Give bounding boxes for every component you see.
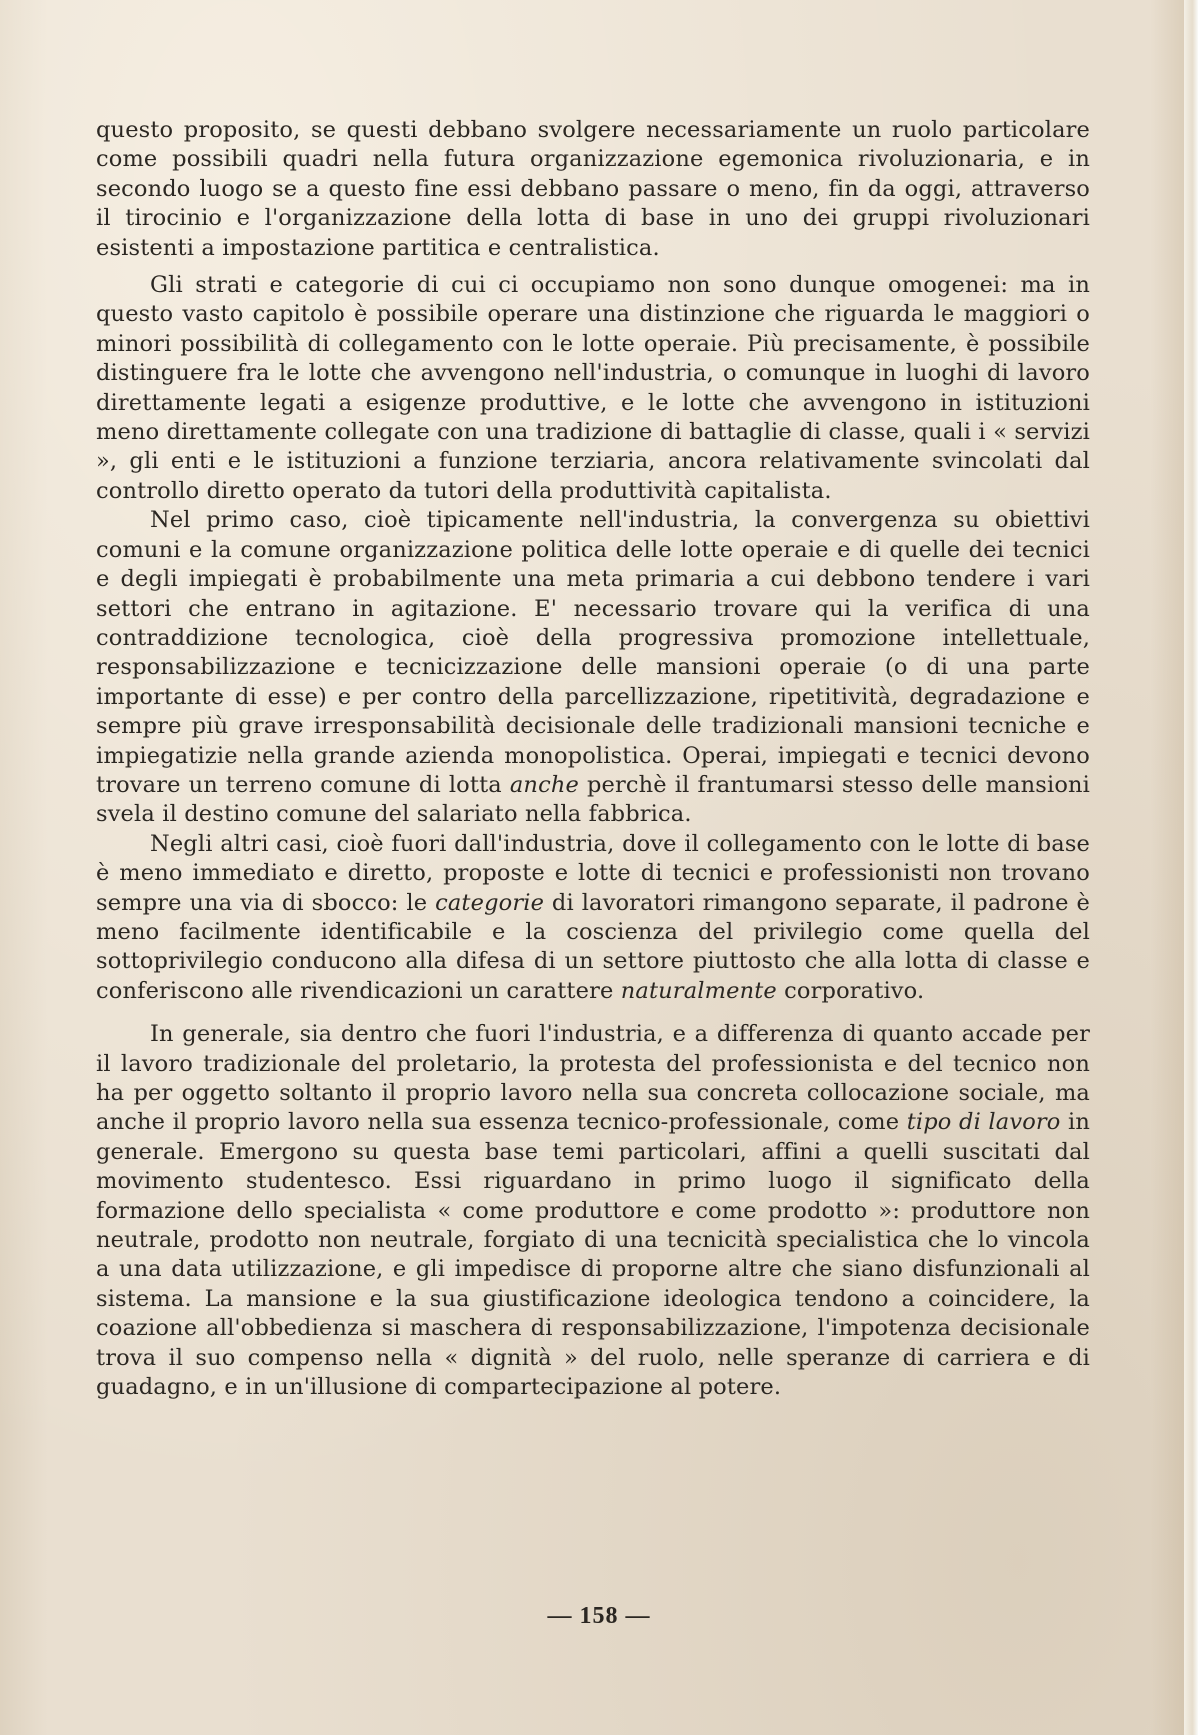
body-text — [96, 116, 1090, 1402]
paragraph-4 — [96, 830, 1090, 1006]
paragraph-2 — [96, 271, 1090, 506]
paragraph-4-italic-b: naturalmente — [620, 977, 777, 1004]
paragraph-4-italic-a: categorie — [435, 889, 545, 916]
page-edge — [1184, 0, 1198, 1735]
paragraph-1-text: questo proposito, se questi debbano svolgere necessariamente un ruolo particolare come possibili quadri nella futura organizzazione egemonica rivoluzionaria, e in secondo luogo se a questo fine essi debbano passare o meno, fin da oggi, attraverso il tirocinio e l'organizzazione della lotta di base in uno dei gruppi rivoluzionari esistenti a impostazione partitica e centralistica. — [96, 117, 1090, 261]
page-number: — 158 — — [547, 1603, 651, 1629]
paragraph-4-text-c: corporativo. — [776, 977, 925, 1004]
paragraph-5-italic: tipo di lavoro — [906, 1109, 1061, 1136]
paragraph-2-text: Gli strati e categorie di cui ci occupiamo non sono dunque omogenei: ma in questo vasto capitolo è possibile operare una distinzione che riguarda le maggiori o minori possibilità di collegamento con le lotte operaie. Più precisamente, è possibile distinguere fra le lotte che avvengono nell'industria, o comunque in luoghi di lavoro direttamente legati a esigenze produttive, e le lotte che avvengono in istituzioni meno direttamente collegate con una tradizione di battaglie di classe, quali i « servizi », gli enti e le istituzioni a funzione terziaria, ancora relativamente svincolati dal controllo diretto operato da tutori della produttività capitalista. — [96, 272, 1090, 504]
paragraph-4-text-b: di lavoratori rimangono separate, il padrone è meno facilmente identificabile e la coscienza del privilegio come quella del sottoprivilegio conducono alla difesa di un settore piuttosto che alla lotta di classe e conferiscono alle rivendicazioni un carattere — [96, 889, 1090, 1004]
paragraph-3 — [96, 506, 1090, 829]
paragraph-4-text-a: Negli altri casi, cioè fuori dall'industria, dove il collegamento con le lotte di base è meno immediato e diretto, proposte e lotte di tecnici e professionisti non trovano sempre una via di sbocco: le — [96, 830, 1090, 916]
paragraph-3-italic: anche — [509, 771, 579, 798]
paragraph-3-text-a: Nel primo caso, cioè tipicamente nell'industria, la convergenza su obiettivi comuni e la comune organizzazione politica delle lotte operaie e di quelle dei tecnici e degli impiegati è probabilmente una meta primaria a cui debbono tendere i vari settori che entrano in agitazione. E' necessario trovare qui la verifica di una contraddizione tecnologica, cioè della progressiva promozione intellettuale, responsabilizzazione e tecnicizzazione delle mansioni operaie (o di una parte importante di esse) e per contro della parcellizzazione, ripetitività, degradazione e sempre più grave irresponsabilità decisionale delle tradizionali mansioni tecniche e impiegatizie nella grande azienda monopolistica. Operai, impiegati e tecnici devono trovare un terreno comune di lotta — [96, 507, 1090, 798]
paragraph-5 — [96, 1020, 1090, 1402]
paragraph-5-text-b: in generale. Emergono su questa base temi particolari, affini a quelli suscitati dal movimento studentesco. Essi riguardano in primo luogo il significato della formazione dello specialista « come produttore e come prodotto »: produttore non neutrale, prodotto non neutrale, forgiato di una tecnicità specialistica che lo vincola a una data utilizzazione, e gli impedisce di proporne altre che siano disfunzionali al sistema. La mansione e la sua giustificazione ideologica tendono a coincidere, la coazione all'obbedienza si maschera di responsabilizzazione, l'impotenza decisionale trova il suo compenso nella « dignità » del ruolo, nelle speranze di carriera e di guadagno, e in un'illusione di compartecipazione al potere. — [96, 1109, 1090, 1401]
paragraph-3-text-b: perchè il frantumarsi stesso delle mansioni svela il destino comune del salariato nella fabbrica. — [96, 771, 1090, 828]
paragraph-1 — [96, 116, 1090, 263]
paragraph-5-text-a: In generale, sia dentro che fuori l'industria, e a differenza di quanto accade per il lavoro tradizionale del proletario, la protesta del professionista e del tecnico non ha per oggetto soltanto il proprio lavoro nella sua concreta collocazione sociale, ma anche il proprio lavoro nella sua essenza tecnico-professionale, come — [96, 1021, 1090, 1136]
